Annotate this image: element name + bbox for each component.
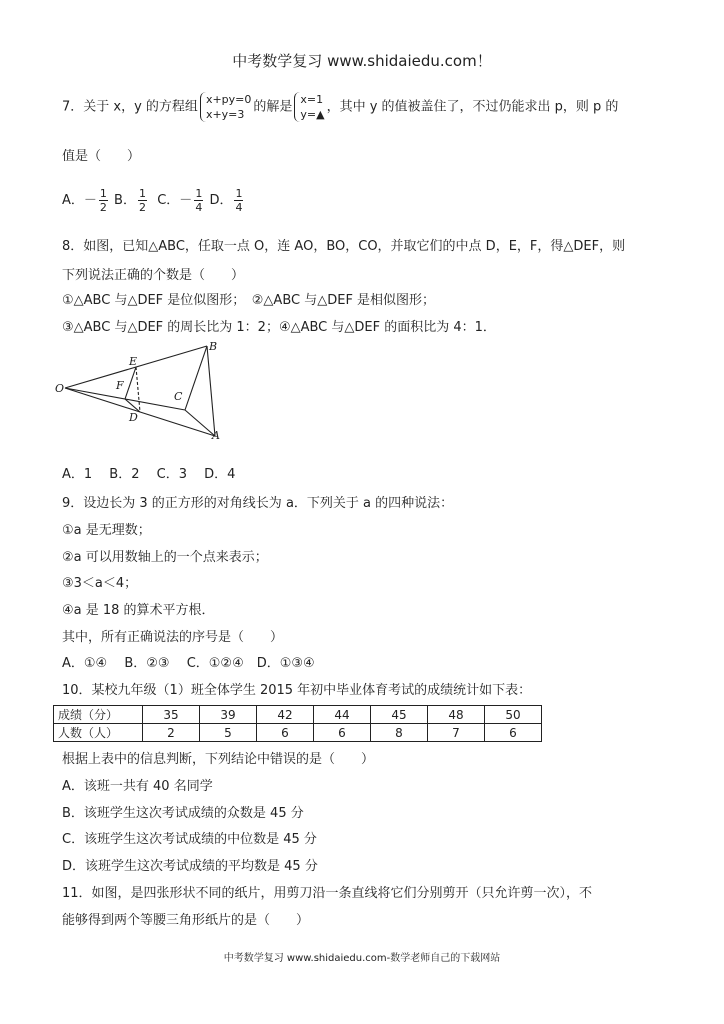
q8-line2: 下列说法正确的个数是（ ）: [62, 268, 245, 283]
table-row: [54, 724, 542, 742]
table-cell: 7: [428, 724, 485, 742]
table-row: [54, 706, 542, 724]
q7-frac-b: $\frac{1}{2}$: [138, 187, 146, 214]
table-cell: 6: [485, 724, 542, 742]
table-cell: 35: [143, 706, 200, 724]
label-e: E: [129, 355, 138, 368]
q11-line1: 11．如图，是四张形状不同的纸片，用剪刀沿一条直线将它们分别剪开（只允许剪一次），不: [62, 886, 593, 901]
q7-line2: 值是（ ）: [62, 149, 141, 164]
q7-system-a: x+py=0 x+y=3: [200, 92, 251, 122]
table-cell: 5: [200, 724, 257, 742]
label-c: C: [174, 390, 183, 403]
page-footer: 中考数学复习 www.shidaiedu.com-数学老师自己的下载网站: [223, 953, 501, 964]
table-cell: 50: [485, 706, 542, 724]
q7-suffix: ，其中 y 的值被盖住了，不过仍能求出 p，则 p 的: [326, 99, 619, 115]
table-cell: 6: [257, 724, 314, 742]
table-cell: 48: [428, 706, 485, 724]
q9-line6: 其中，所有正确说法的序号是（ ）: [62, 630, 284, 645]
q10-option-a: A．该班一共有 40 名同学: [62, 779, 213, 794]
table-cell: 44: [314, 706, 371, 724]
q8-line3: ①△ABC 与△DEF 是位似图形； ②△ABC 与△DEF 是相似图形；: [62, 293, 436, 308]
q8-line4: ③△ABC 与△DEF 的周长比为 1：2；④△ABC 与△DEF 的面积比为 4：1．: [62, 320, 496, 335]
q7-frac-a: $\frac{1}{2}$: [99, 187, 107, 214]
q9-statement-2: ②a 可以用数轴上的一个点来表示；: [62, 550, 268, 565]
table-cell: 39: [200, 706, 257, 724]
q11-line2: 能够得到两个等腰三角形纸片的是（ ）: [62, 913, 310, 928]
page-header: 中考数学复习 www.shidaiedu.com！: [232, 52, 492, 70]
q10-option-b: B．该班学生这次考试成绩的众数是 45 分: [62, 806, 304, 821]
q9-statement-1: ①a 是无理数；: [62, 523, 151, 538]
table-header-cell: 人数（人）: [54, 724, 143, 742]
q8-line1: 8．如图，已知△ABC，任取一点 O，连 AO，BO，CO，并取它们的中点 D，E，F，得△DEF，则: [62, 239, 626, 254]
score-table: [53, 705, 542, 742]
table-cell: 45: [371, 706, 428, 724]
label-b: B: [209, 340, 218, 353]
q9-line1: 9．设边长为 3 的正方形的对角线长为 a．下列关于 a 的四种说法：: [62, 496, 454, 511]
q7-line1: [62, 92, 618, 122]
table-cell: 8: [371, 724, 428, 742]
table-header-cell: 成绩（分）: [54, 706, 143, 724]
q10-line2: 根据上表中的信息判断，下列结论中错误的是（ ）: [62, 752, 375, 767]
q7-middle: 的解是: [253, 99, 293, 115]
q9-options: A．①④ B．②③ C．①②④ D．①③④: [62, 656, 315, 671]
q10-option-c: C．该班学生这次考试成绩的中位数是 45 分: [62, 832, 317, 847]
label-o: O: [55, 382, 65, 395]
q10-line1: 10．某校九年级（1）班全体学生 2015 年初中毕业体育考试的成绩统计如下表：: [62, 683, 532, 698]
label-a: A: [212, 429, 220, 442]
label-f: F: [116, 379, 124, 392]
q7-frac-c: $\frac{1}{4}$: [195, 187, 203, 214]
table-cell: 6: [314, 724, 371, 742]
q8-options: A．1 B．2 C．3 D．4: [62, 467, 236, 482]
q7-options: A．－ $\frac{1}{2}$ B． $\frac{1}{2}$ C．－ $\frac{1}{4}$ D． $\frac{1}{4}$: [62, 187, 243, 214]
q9-statement-3: ③3＜a＜4；: [62, 576, 138, 591]
q10-option-d: D．该班学生这次考试成绩的平均数是 45 分: [62, 859, 318, 874]
label-d: D: [129, 411, 138, 424]
table-cell: 2: [143, 724, 200, 742]
q7-frac-d: $\frac{1}{4}$: [235, 187, 243, 214]
q9-statement-4: ④a 是 18 的算术平方根．: [62, 603, 215, 618]
q7-system-b: x=1 y=▲: [294, 92, 324, 122]
triangle-figure: [55, 338, 235, 448]
q7-prefix: 7．关于 x，y 的方程组: [62, 99, 198, 115]
table-cell: 42: [257, 706, 314, 724]
